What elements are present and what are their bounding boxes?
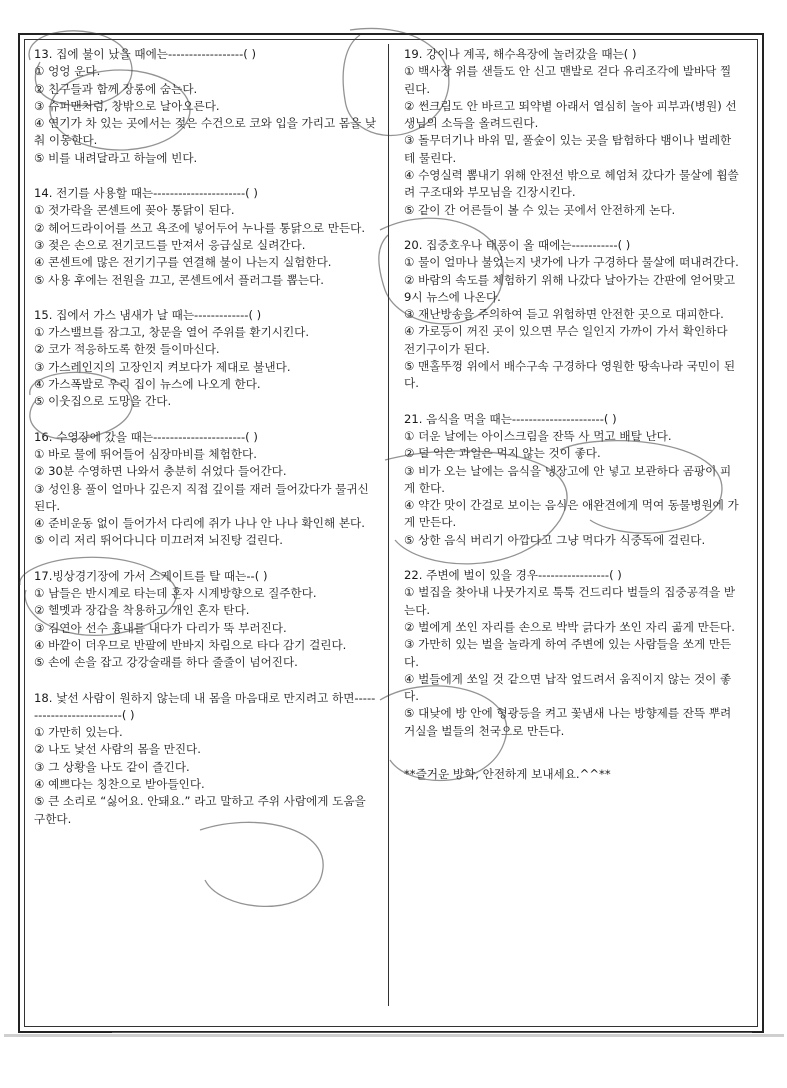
question-18 (34, 690, 378, 828)
answer-option: ③ 김연아 선수 흉내를 내다가 다리가 뚝 부러진다. (34, 620, 287, 635)
question-19 (404, 46, 742, 219)
question-title: 18. 낯선 사람이 원하지 않는데 내 몸을 마음대로 만지려고 하면--------------------------( ) (34, 690, 376, 722)
answer-option: ③ 그 상황을 나도 같이 즐긴다. (34, 759, 190, 774)
answer-option: ⑤ 이웃집으로 도망을 간다. (34, 394, 172, 409)
left-column (34, 46, 378, 846)
question-title: 22. 주변에 벌이 있을 경우-----------------( ) (404, 568, 622, 583)
answer-option: ② 30분 수영하면 나와서 충분히 쉬었다 들어간다. (34, 464, 287, 479)
answer-option: ④ 벌들에게 쏘일 것 같으면 납작 엎드려서 움직이지 않는 것이 좋다. (404, 671, 732, 704)
question-21 (404, 411, 742, 549)
answer-option: ③ 비가 오는 날에는 음식을 냉장고에 안 넣고 보관하다 곰팡이 피게 한다. (404, 463, 732, 495)
answer-option: ④ 예쁘다는 칭찬으로 받아들인다. (34, 776, 205, 791)
answer-option: ② 친구들과 함께 장롱에 숨는다. (34, 81, 198, 96)
answer-option: ② 벌에게 쏘인 자리를 손으로 박박 긁다가 쏘인 자리 곪게 만든다. (404, 619, 735, 634)
question-title: 19. 강이나 계곡, 해수욕장에 놀러갔을 때는( ) (404, 47, 637, 61)
question-22 (404, 567, 742, 740)
answer-option: ① 바로 물에 뛰어들어 심장마비를 체험한다. (34, 446, 257, 461)
answer-option: ④ 준비운동 없이 들어가서 다리에 쥐가 나나 안 나나 확인해 본다. (34, 516, 365, 531)
answer-option: ③ 재난방송을 주의하여 듣고 위험하면 안전한 곳으로 대피한다. (404, 307, 724, 322)
question-title: 17.빙상경기장에 가서 스케이트를 탈 때는--( ) (34, 568, 268, 583)
closing-message: **즐거운 방학, 안전하게 보내세요.^^** (404, 766, 611, 781)
question-title: 20. 집중호우나 태풍이 올 때에는-----------( ) (404, 237, 631, 252)
page-bottom-shade (4, 1034, 784, 1037)
answer-option: ② 바람의 속도를 체험하기 위해 나갔다 날아가는 간판에 얻어맞고 9시 뉴스에 나온다. (404, 272, 736, 304)
answer-option: ② 썬크림도 안 바르고 뙤약볕 아래서 열심히 놀아 피부과(병원) 선생님의 소득을 올려드린다. (404, 98, 737, 131)
answer-option: ⑤ 큰 소리로 “싫어요. 안돼요.” 라고 말하고 주위 사람에게 도움을 구한다. (34, 794, 366, 826)
answer-option: ④ 가로등이 꺼진 곳이 있으면 무슨 일인지 가까이 가서 확인하다 전기구이가 된다. (404, 324, 728, 356)
answer-option: ④ 약간 맛이 간걸로 보이는 음식은 애완견에게 먹여 동물병원에 가게 만든다. (404, 498, 739, 530)
answer-option: ④ 연기가 차 있는 곳에서는 젖은 수건으로 코와 입을 가리고 몸을 낮춰 이동한다. (34, 116, 377, 148)
answer-option: ① 벌집을 찾아내 나뭇가지로 툭툭 건드리다 벌들의 집중공격을 받는다. (404, 585, 736, 617)
question-13 (34, 46, 378, 167)
question-16 (34, 429, 378, 550)
answer-option: ⑤ 대낮에 방 안에 형광등을 켜고 꽃냄새 나는 방향제를 잔뜩 뿌려 거실을 벌들의 천국으로 만든다. (404, 706, 732, 738)
column-divider (388, 44, 389, 1006)
bottom-rule (112, 1032, 752, 1033)
right-column (404, 46, 742, 783)
answer-option: ⑤ 사용 후에는 전원을 끄고, 콘센트에서 플러그를 뽑는다. (34, 272, 324, 287)
question-title: 13. 집에 불이 났을 때에는------------------( ) (34, 47, 257, 61)
question-title: 16. 수영장에 갔을 때는----------------------( ) (34, 429, 258, 444)
answer-option: ② 나도 낯선 사람의 몸을 만진다. (34, 742, 201, 757)
answer-option: ⑤ 맨홀뚜껑 위에서 배수구속 구경하다 영원한 땅속나라 국민이 된다. (404, 359, 736, 391)
answer-option: ③ 가스레인지의 고장인지 켜보다가 제대로 불낸다. (34, 359, 291, 374)
answer-option: ⑤ 같이 간 어른들이 볼 수 있는 곳에서 안전하게 논다. (404, 202, 676, 217)
answer-option: ② 코가 적응하도록 한껏 들이마신다. (34, 342, 220, 357)
answer-option: ① 젓가락을 콘센트에 꽂아 통닭이 된다. (34, 203, 235, 218)
answer-option: ① 가스밸브를 잠그고, 창문을 열어 주위를 환기시킨다. (34, 325, 310, 340)
answer-option: ② 덜 익은 과일은 먹지 않는 것이 좋다. (404, 446, 601, 461)
answer-option: ⑤ 상한 음식 버리기 아깝다고 그냥 먹다가 식중독에 걸린다. (404, 532, 706, 547)
answer-option: ① 남들은 반시계로 타는데 혼자 시계방향으로 질주한다. (34, 586, 317, 601)
answer-option: ⑤ 비를 내려달라고 하늘에 빈다. (34, 150, 198, 165)
answer-option: ① 엉엉 운다. (34, 64, 101, 79)
answer-option: ③ 성인용 풀이 얼마나 깊은지 직접 깊이를 재러 들어갔다가 물귀신 된다. (34, 481, 369, 513)
answer-option: ① 더운 날에는 아이스크림을 잔뜩 사 먹고 배탈 난다. (404, 428, 672, 443)
answer-option: ① 백사장 위를 샌들도 안 신고 맨발로 걷다 유리조각에 발바닥 찔린다. (404, 64, 732, 96)
answer-option: ④ 가스폭발로 우리 집이 뉴스에 나오게 한다. (34, 377, 261, 392)
question-20 (404, 237, 742, 393)
answer-option: ① 가만히 있는다. (34, 725, 123, 740)
question-title: 21. 음식을 먹을 때는----------------------( ) (404, 411, 617, 426)
question-title: 14. 전기를 사용할 때는----------------------( ) (34, 186, 258, 201)
answer-option: ② 헤어드라이어를 쓰고 욕조에 넣어두어 누나를 통닭으로 만든다. (34, 220, 366, 235)
answer-option: ③ 돌무더기나 바위 밑, 풀숲이 있는 곳을 탐험하다 뱀이나 벌레한테 물린다. (404, 133, 732, 165)
question-title: 15. 집에서 가스 냄새가 날 때는-------------( ) (34, 307, 262, 322)
answer-option: ④ 바깥이 더우므로 반팔에 반바지 차림으로 타다 감기 걸린다. (34, 637, 347, 652)
question-14 (34, 185, 378, 289)
question-17 (34, 568, 378, 672)
answer-option: ② 헬멧과 장갑을 착용하고 개인 혼자 탄다. (34, 603, 250, 618)
answer-option: ③ 젖은 손으로 전기코드를 만져서 응급실로 실려간다. (34, 237, 306, 252)
answer-option: ⑤ 손에 손을 잡고 강강술래를 하다 줄줄이 넘어진다. (34, 655, 298, 670)
answer-option: ④ 수영실력 뽐내기 위해 안전선 밖으로 헤엄쳐 갔다가 물살에 휩쓸려 구조대와 부모님을 긴장시킨다. (404, 168, 739, 200)
answer-option: ③ 슈퍼맨처럼, 창밖으로 날아오른다. (34, 98, 220, 113)
question-15 (34, 307, 378, 411)
answer-option: ⑤ 이리 저리 뛰어다니다 미끄러져 뇌진탕 걸린다. (34, 533, 283, 548)
answer-option: ④ 콘센트에 많은 전기기구를 연결해 불이 나는지 실험한다. (34, 255, 332, 270)
answer-option: ① 물이 얼마나 불었는지 냇가에 나가 구경하다 물살에 떠내려간다. (404, 255, 739, 270)
answer-option: ③ 가만히 있는 벌을 놀라게 하여 주변에 있는 사람들을 쏘게 만든다. (404, 637, 732, 669)
